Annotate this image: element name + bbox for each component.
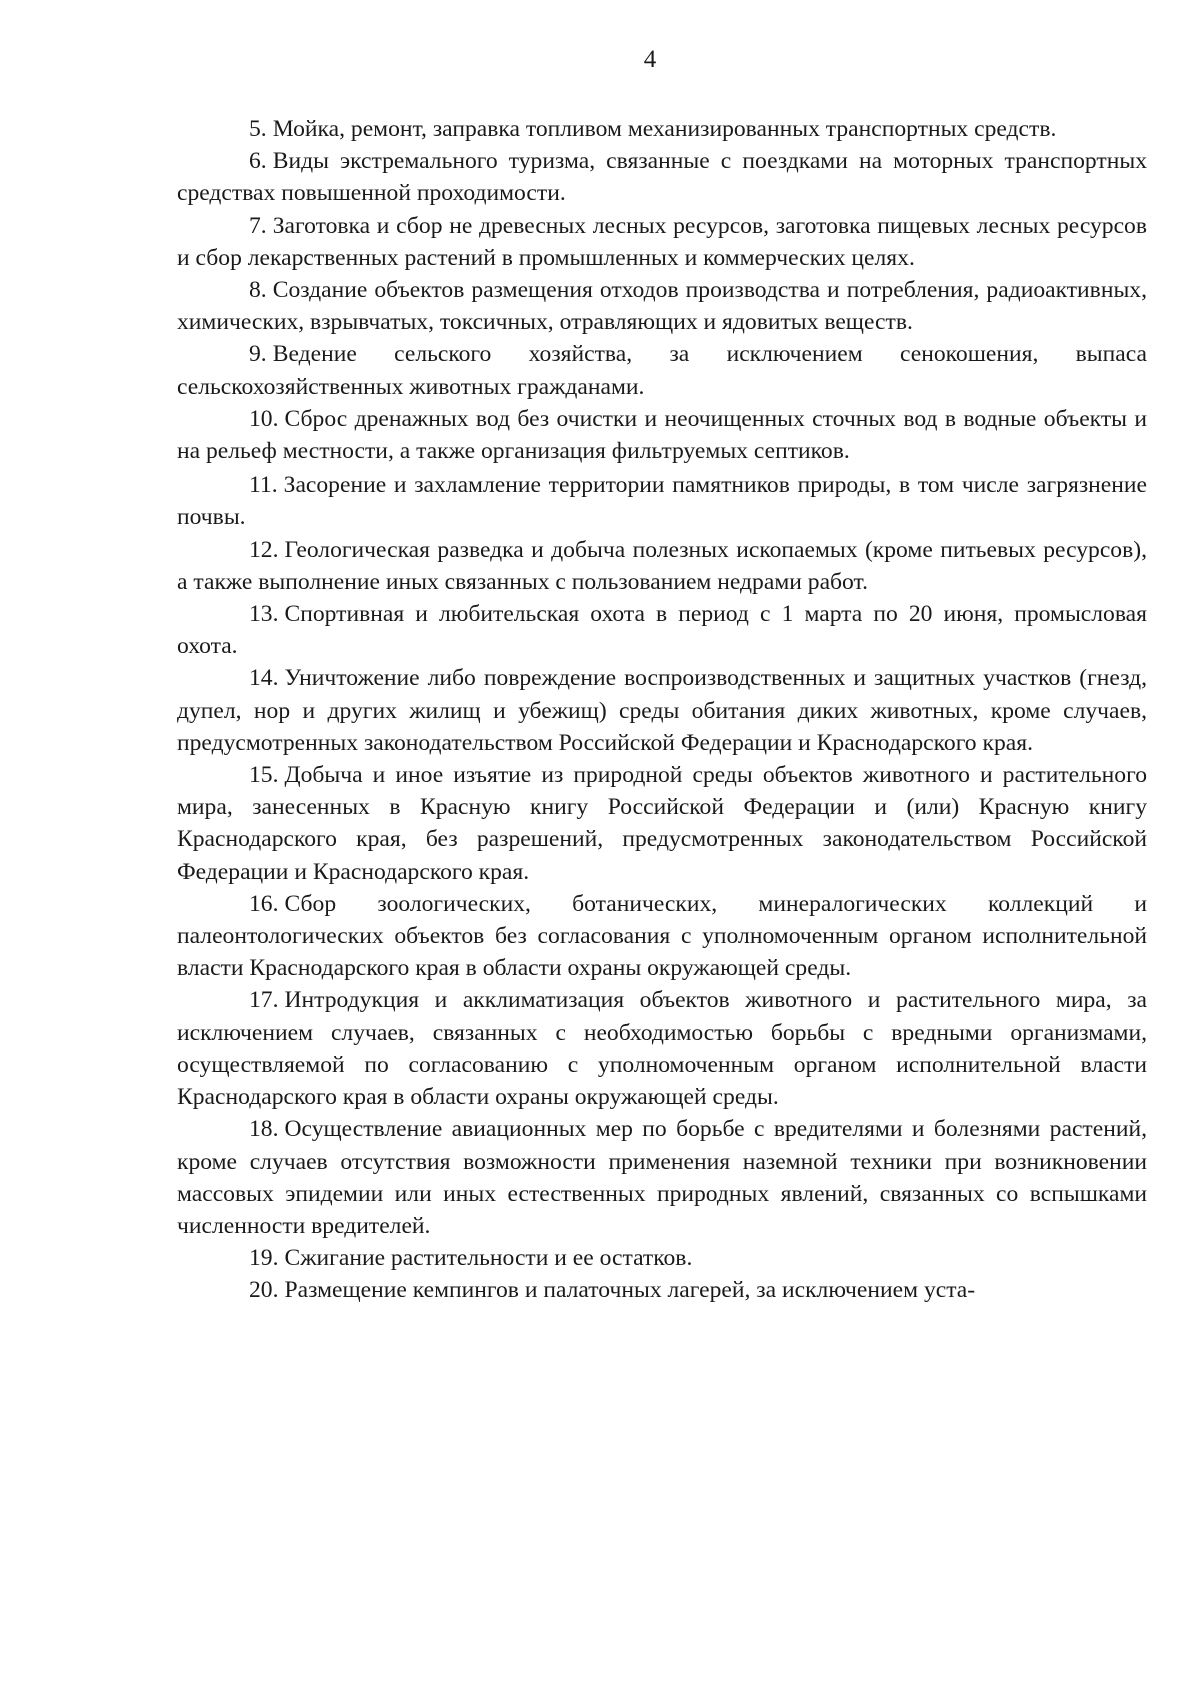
list-item-16 bbox=[177, 888, 1147, 985]
item-number: 13. bbox=[249, 601, 279, 628]
list-item-15 bbox=[177, 759, 1147, 888]
list-item-9 bbox=[177, 338, 1147, 402]
item-number: 16. bbox=[249, 890, 279, 917]
list-item-14 bbox=[177, 662, 1147, 759]
item-text: Засорение и захламление территории памятников природы, в том числе загрязнение почвы. bbox=[177, 472, 1147, 531]
list-item-20 bbox=[177, 1274, 1147, 1306]
item-number: 5. bbox=[249, 116, 267, 142]
item-text: Заготовка и сбор не древесных лесных ресурсов, заготовка пищевых лесных ресурсов и сбор лекарственных растений в промышленных и коммерческих целях. bbox=[177, 212, 1147, 271]
item-text: Создание объектов размещения отходов производства и потребления, радиоактивных, химических, взрывчатых, токсичных, отравляющих и ядовитых веществ. bbox=[177, 277, 1147, 336]
list-item-17 bbox=[177, 984, 1147, 1113]
list-item-5 bbox=[177, 113, 1147, 145]
prohibition-list bbox=[177, 113, 1147, 1307]
item-number: 8. bbox=[249, 277, 267, 304]
item-number: 19. bbox=[249, 1245, 279, 1272]
item-text: Геологическая разведка и добыча полезных ископаемых (кроме питьевых ресурсов), а также выполнение иных связанных с пользованием недрами работ. bbox=[177, 536, 1147, 595]
item-text: Интродукция и акклиматизация объектов животного и растительного мира, за исключением случаев, связанных с необходимостью борьбы с вредными организмами, осуществляемой по согласованию с уполномоченным органом исполнительной власти Краснодарского края в области охраны окружающей среды. bbox=[177, 987, 1147, 1111]
item-text: Уничтожение либо повреждение воспроизводственных и защитных участков (гнезд, дупел, нор и других жилищ и убежищ) среды обитания диких животных, кроме случаев, предусмотренных законодательством Российской Федерации и Краснодарского края. bbox=[177, 665, 1147, 756]
item-text: Размещение кемпингов и палаточных лагерей, за исключением уста- bbox=[284, 1277, 976, 1304]
item-text: Спортивная и любительская охота в период с 1 марта по 20 июня, промысловая охота. bbox=[177, 601, 1147, 660]
item-text: Сжигание растительности и ее остатков. bbox=[284, 1245, 693, 1272]
item-text: Мойка, ремонт, заправка топливом механизированных транспортных средств. bbox=[272, 116, 1057, 142]
list-item-11 bbox=[177, 469, 1147, 533]
item-number: 20. bbox=[249, 1277, 279, 1304]
item-number: 7. bbox=[249, 212, 267, 239]
item-number: 12. bbox=[249, 536, 279, 563]
list-item-18 bbox=[177, 1113, 1147, 1242]
item-number: 14. bbox=[249, 665, 279, 692]
list-item-19 bbox=[177, 1242, 1147, 1274]
item-number: 6. bbox=[249, 148, 267, 175]
item-text: Сбор зоологических, ботанических, минералогических коллекций и палеонтологических объектов без согласования с уполномоченным органом исполнительной власти Краснодарского края в области охраны окружающей среды. bbox=[177, 890, 1147, 982]
item-number: 17. bbox=[249, 987, 279, 1014]
page-number: 4 bbox=[643, 46, 657, 73]
item-text: Добыча и иное изъятие из природной среды объектов животного и растительного мира, занесенных в Красную книгу Российской Федерации и (или) Красную книгу Краснодарского края, без разрешений, предусмотренных законодательством Российской Федерации и Краснодарского края. bbox=[177, 762, 1147, 885]
item-text: Ведение сельского хозяйства, за исключением сенокошения, выпаса сельскохозяйственных животных гражданами. bbox=[177, 341, 1147, 400]
list-item-8 bbox=[177, 274, 1147, 338]
list-item-6 bbox=[177, 145, 1147, 209]
list-item-10 bbox=[177, 403, 1147, 467]
item-text: Сброс дренажных вод без очистки и неочищенных сточных вод в водные объекты и на рельеф местности, а также организация фильтруемых септиков. bbox=[177, 405, 1147, 465]
item-number: 11. bbox=[249, 472, 278, 499]
item-text: Осуществление авиационных мер по борьбе с вредителями и болезнями растений, кроме случаев отсутствия возможности применения наземной техники при возникновении массовых эпидемии или иных естественных природных явлений, связанных со вспышками численности вредителей. bbox=[177, 1116, 1147, 1239]
item-number: 10. bbox=[249, 405, 279, 432]
list-item-7 bbox=[177, 210, 1147, 274]
item-text: Виды экстремального туризма, связанные с поездками на моторных транспортных средствах повышенной проходимости. bbox=[177, 148, 1147, 207]
item-number: 18. bbox=[249, 1116, 279, 1143]
list-item-13 bbox=[177, 598, 1147, 662]
list-item-12 bbox=[177, 534, 1147, 598]
item-number: 15. bbox=[249, 762, 279, 789]
item-number: 9. bbox=[249, 341, 267, 368]
